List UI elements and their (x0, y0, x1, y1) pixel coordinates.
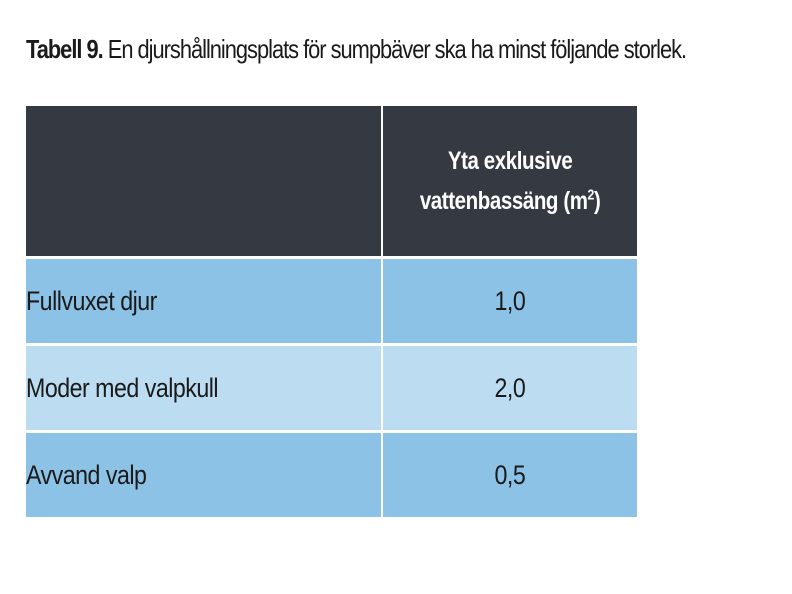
row-value: 2,0 (494, 372, 526, 403)
header-area-superscript: 2 (587, 186, 594, 204)
header-area-line2-prefix: vattenbassäng (m (419, 187, 588, 215)
row-label: Fullvuxet djur (26, 285, 157, 316)
row-label: Moder med valpkull (26, 372, 219, 403)
enclosure-size-table (26, 106, 637, 520)
header-cell-area (382, 106, 637, 258)
row-value-cell (382, 432, 637, 519)
table-row (26, 345, 637, 432)
table-header-row (26, 106, 637, 258)
table-row (26, 258, 637, 345)
caption-lead: Tabell 9. (26, 34, 103, 64)
table-row (26, 432, 637, 519)
row-label: Avvand valp (26, 459, 147, 490)
row-value: 0,5 (494, 459, 526, 490)
header-cell-empty (26, 106, 382, 258)
table-caption (26, 34, 686, 65)
caption-text: En djurshållningsplats för sumpbäver ska ha minst följande storlek. (107, 34, 687, 64)
row-label-cell (26, 345, 382, 432)
row-value-cell (382, 345, 637, 432)
row-value-cell (382, 258, 637, 345)
row-label-cell (26, 432, 382, 519)
header-area-line1: Yta exklusive (447, 147, 573, 175)
header-area-line2-suffix: ) (593, 187, 601, 215)
row-value: 1,0 (494, 285, 526, 316)
row-label-cell (26, 258, 382, 345)
header-area-text (420, 141, 601, 221)
